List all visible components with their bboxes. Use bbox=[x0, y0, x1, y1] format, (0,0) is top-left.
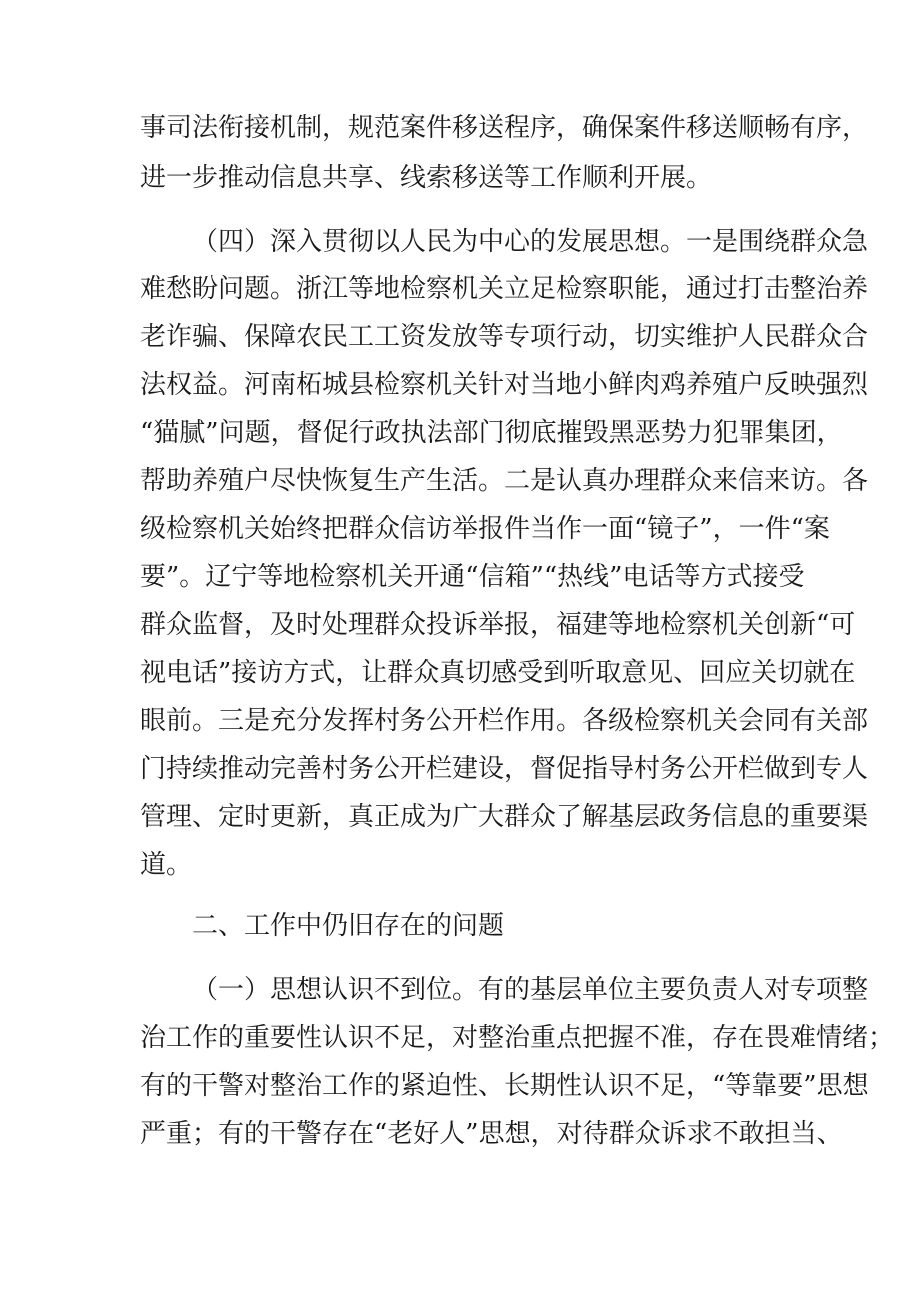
text-line: 治工作的重要性认识不足，对整治重点把握不准，存在畏难情绪； bbox=[140, 1023, 895, 1053]
text-line: （四）深入贯彻以人民为中心的发展思想。一是围绕群众急 bbox=[192, 227, 869, 257]
text-line: 道。 bbox=[140, 850, 193, 880]
text-line: 帮助养殖户尽快恢复生产生活。二是认真办理群众来信来访。各 bbox=[140, 466, 869, 496]
text-line: 要”。辽宁等地检察机关开通“信箱”“热线”电话等方式接受 bbox=[140, 562, 805, 592]
text-line: 眼前。三是充分发挥村务公开栏作用。各级检察机关会同有关部 bbox=[140, 706, 869, 736]
text-line: 法权益。河南柘城县检察机关针对当地小鲜肉鸡养殖户反映强烈 bbox=[140, 370, 869, 400]
text-line: 管理、定时更新，真正成为广大群众了解基层政务信息的重要渠 bbox=[140, 802, 869, 832]
text-line: （一）思想认识不到位。有的基层单位主要负责人对专项整 bbox=[192, 975, 869, 1005]
text-line: “猫腻”问题，督促行政执法部门彻底摧毁黑恶势力犯罪集团， bbox=[140, 418, 843, 448]
text-line: 严重；有的干警存在“老好人”思想，对待群众诉求不敢担当、 bbox=[140, 1119, 843, 1149]
section-heading: 二、工作中仍旧存在的问题 bbox=[192, 911, 505, 941]
text-line: 视电话”接访方式，让群众真切感受到听取意见、回应关切就在 bbox=[140, 658, 856, 688]
text-line: 门持续推动完善村务公开栏建设，督促指导村务公开栏做到专人 bbox=[140, 754, 869, 784]
text-line: 难愁盼问题。浙江等地检察机关立足检察职能，通过打击整治养 bbox=[140, 274, 869, 304]
text-line: 老诈骗、保障农民工工资发放等专项行动，切实维护人民群众合 bbox=[140, 322, 869, 352]
text-line: 群众监督，及时处理群众投诉举报，福建等地检察机关创新“可 bbox=[140, 610, 856, 640]
text-line: 事司法衔接机制，规范案件移送程序，确保案件移送顺畅有序， bbox=[140, 113, 869, 143]
text-line: 进一步推动信息共享、线索移送等工作顺利开展。 bbox=[140, 163, 713, 193]
text-line: 级检察机关始终把群众信访举报件当作一面“镜子”，一件“案 bbox=[140, 514, 830, 544]
text-line: 有的干警对整治工作的紧迫性、长期性认识不足，“等靠要”思想 bbox=[140, 1071, 869, 1101]
